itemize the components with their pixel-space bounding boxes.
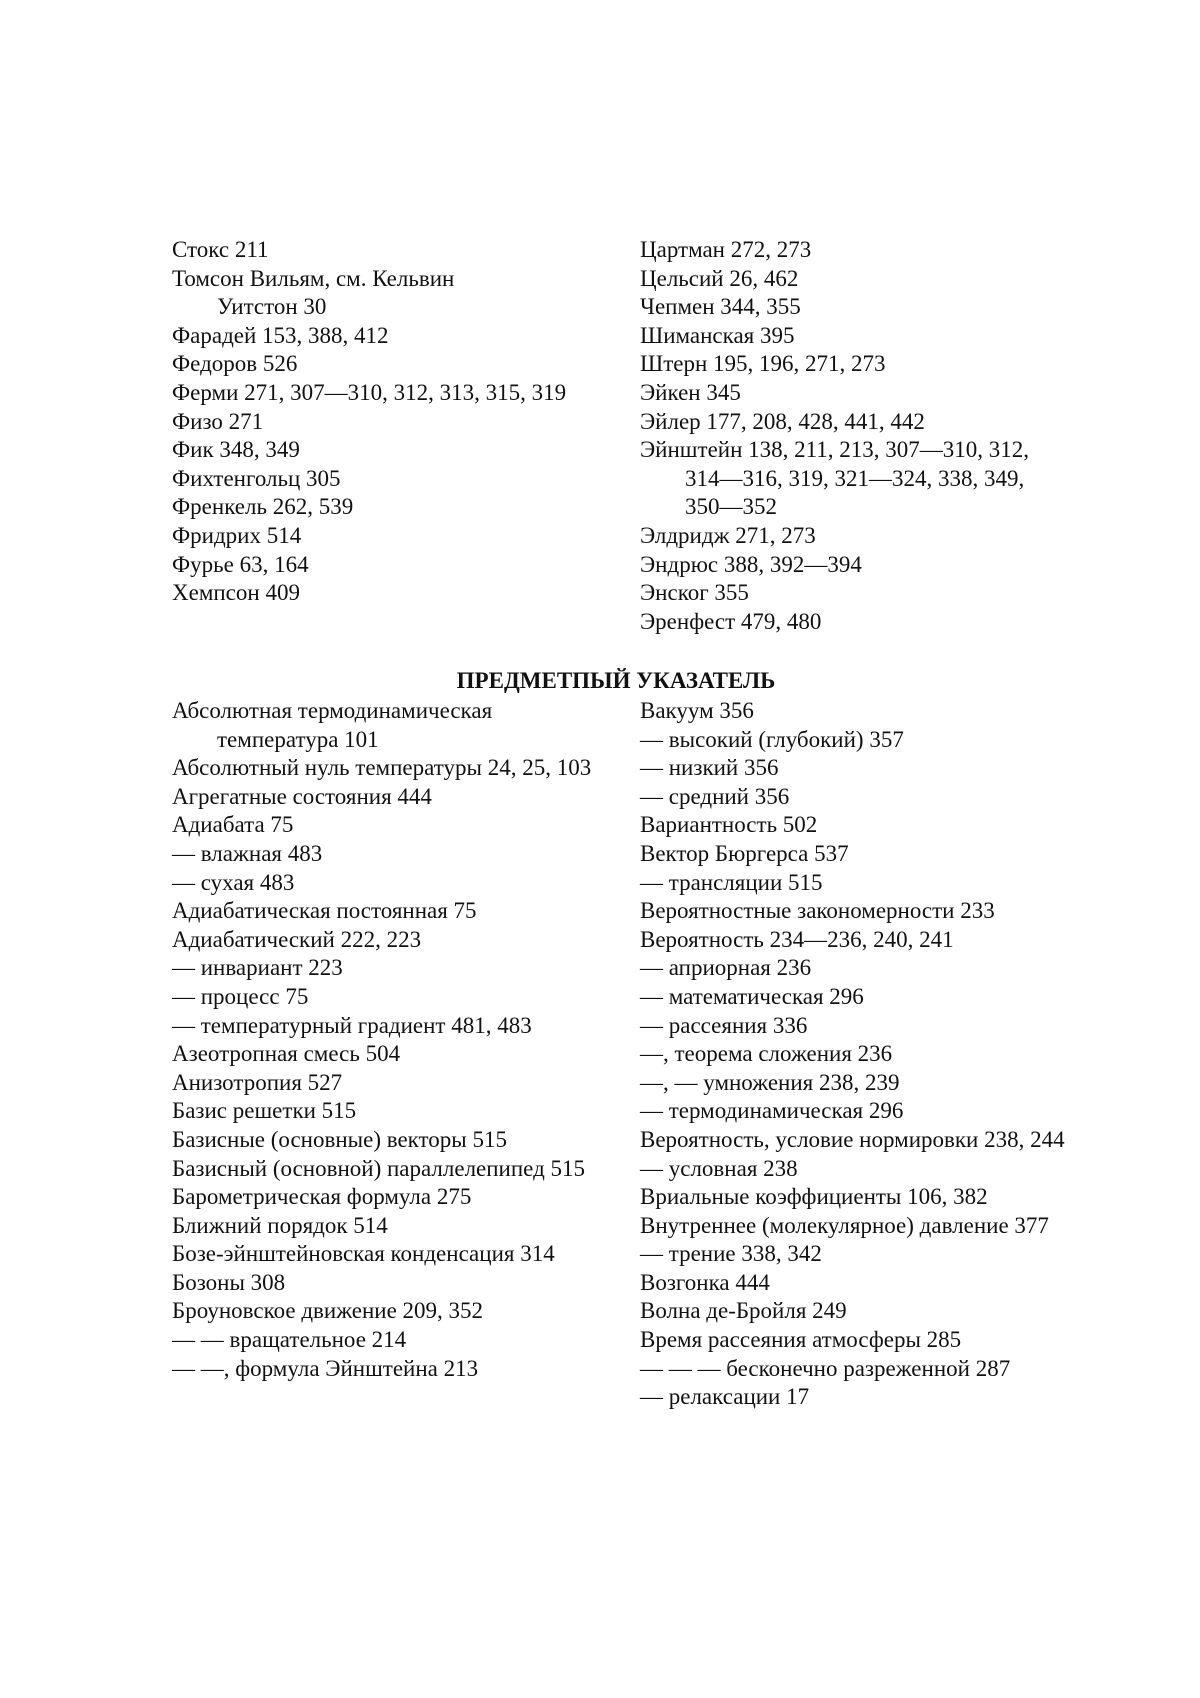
subject-index-heading: ПРЕДМЕТПЫЙ УКАЗАТЕЛЬ [456,668,776,693]
index-entry: Стокс 211 [172,237,269,262]
index-entry: Фурье 63, 164 [172,551,309,577]
index-entry: Фридрих 514 [172,522,302,548]
index-entry: — средний 356 [640,783,790,809]
index-entry: Базисный (основной) параллелепипед 515 [172,1155,586,1181]
index-entry: Вектор Бюргерса 537 [640,840,849,866]
index-entry: Возгонка 444 [640,1269,770,1295]
index-entry: — инвариант 223 [172,955,343,981]
index-entry: — релаксации 17 [640,1384,810,1410]
index-entry: — —, формула Эйнштейна 213 [172,1355,479,1381]
index-entry: Эндрюс 388, 392—394 [640,551,862,577]
index-entry: Френкель 262, 539 [172,494,354,520]
index-entry: Вероятностные закономерности 233 [640,898,995,924]
index-entry: Энског 355 [640,580,749,606]
index-entry: Абсолютная термодинамическая температура 101 [172,698,493,752]
index-entry: — высокий (глубокий) 357 [640,726,904,752]
index-entry: Уитстон 30 [217,294,327,320]
index-entry: — априорная 236 [640,955,812,981]
index-entry: Шиманская 395 [640,322,795,348]
index-entry: Время рассеяния атмосферы 285 [640,1327,962,1353]
index-entry: Фик 348, 349 [172,437,300,463]
index-entry: — низкий 356 [640,755,779,781]
index-entry: Азеотропная смесь 504 [172,1041,401,1067]
index-entry: Волна де-Бройля 249 [640,1298,847,1324]
index-entry: Фарадей 153, 388, 412 [172,322,389,348]
subject-index-left-column [172,697,612,1383]
index-entry: Базис решетки 515 [172,1098,357,1124]
index-entry: Бозе-эйнштейновская конденсация 314 [172,1241,555,1267]
index-entry: Агрегатные состояния 444 [172,783,432,809]
index-entry: Штерн 195, 196, 271, 273 [640,351,886,377]
index-entry: Адиабата 75 [172,812,294,838]
index-entry: — математическая 296 [640,983,864,1009]
index-entry: Вакуум 356 [640,698,754,723]
index-entry: Ферми 271, 307—310, 312, 313, 315, 319 [172,379,567,405]
index-entry: Абсолютный нуль температуры 24, 25, 103 [172,755,592,781]
subject-index-right-column [640,697,1065,1412]
index-entry: Фихтенгольц 305 [172,465,341,491]
index-entry: —, теорема сложения 236 [640,1041,893,1067]
index-entry: Адиабатический 222, 223 [172,926,422,952]
index-entry: — рассеяния 336 [640,1012,808,1038]
index-entry: Вриальные коэффициенты 106, 382 [640,1184,988,1210]
index-entry: Вероятность 234—236, 240, 241 [640,926,954,952]
index-entry: — — — бесконечно разреженной 287 [640,1355,1011,1381]
index-entry: —, — умножения 238, 239 [640,1069,900,1095]
index-entry: Базисные (основные) векторы 515 [172,1126,507,1152]
index-entry: — температурный градиент 481, 483 [172,1012,532,1038]
index-entry: — трансляции 515 [640,869,823,895]
index-entry: Бозоны 308 [172,1269,286,1295]
index-entry: — — вращательное 214 [172,1327,407,1353]
index-entry: Анизотропия 527 [172,1069,343,1095]
index-entry: Цельсий 26, 462 [640,265,799,291]
index-entry: Вероятность, условие нормировки 238, 244 [640,1126,1065,1152]
index-entry: — влажная 483 [172,840,323,866]
index-entry: Элдридж 271, 273 [640,522,816,548]
index-entry: Эйкен 345 [640,379,741,405]
index-entry: Томсон Вильям, см. Кельвин [172,265,455,291]
index-entry: Хемпсон 409 [172,580,300,606]
index-entry: Федоров 526 [172,351,298,377]
index-entry: Эйлер 177, 208, 428, 441, 442 [640,408,925,434]
names-index-right-column [640,236,1060,636]
index-entry: Чепмен 344, 355 [640,294,801,320]
index-entry: Физо 271 [172,408,264,434]
index-entry: Эйнштейн 138, 211, 213, 307—310, 312, 314—316, 319, 321—324, 338, 349, 350—352 [640,437,1030,520]
index-entry: Эренфест 479, 480 [640,608,822,634]
index-entry: — условная 238 [640,1155,798,1181]
index-entry: Вариантность 502 [640,812,818,838]
index-entry: Броуновское движение 209, 352 [172,1298,484,1324]
index-entry: Цартман 272, 273 [640,237,812,262]
index-entry: — термодинамическая 296 [640,1098,904,1124]
index-entry: Барометрическая формула 275 [172,1184,472,1210]
index-entry: Внутреннее (молекулярное) давление 377 [640,1212,1049,1238]
index-entry: — сухая 483 [172,869,295,895]
names-index-left-column [172,236,612,608]
index-entry: Адиабатическая постоянная 75 [172,898,477,924]
index-entry: — трение 338, 342 [640,1241,822,1267]
index-entry: Ближний порядок 514 [172,1212,388,1238]
index-entry: — процесс 75 [172,983,309,1009]
